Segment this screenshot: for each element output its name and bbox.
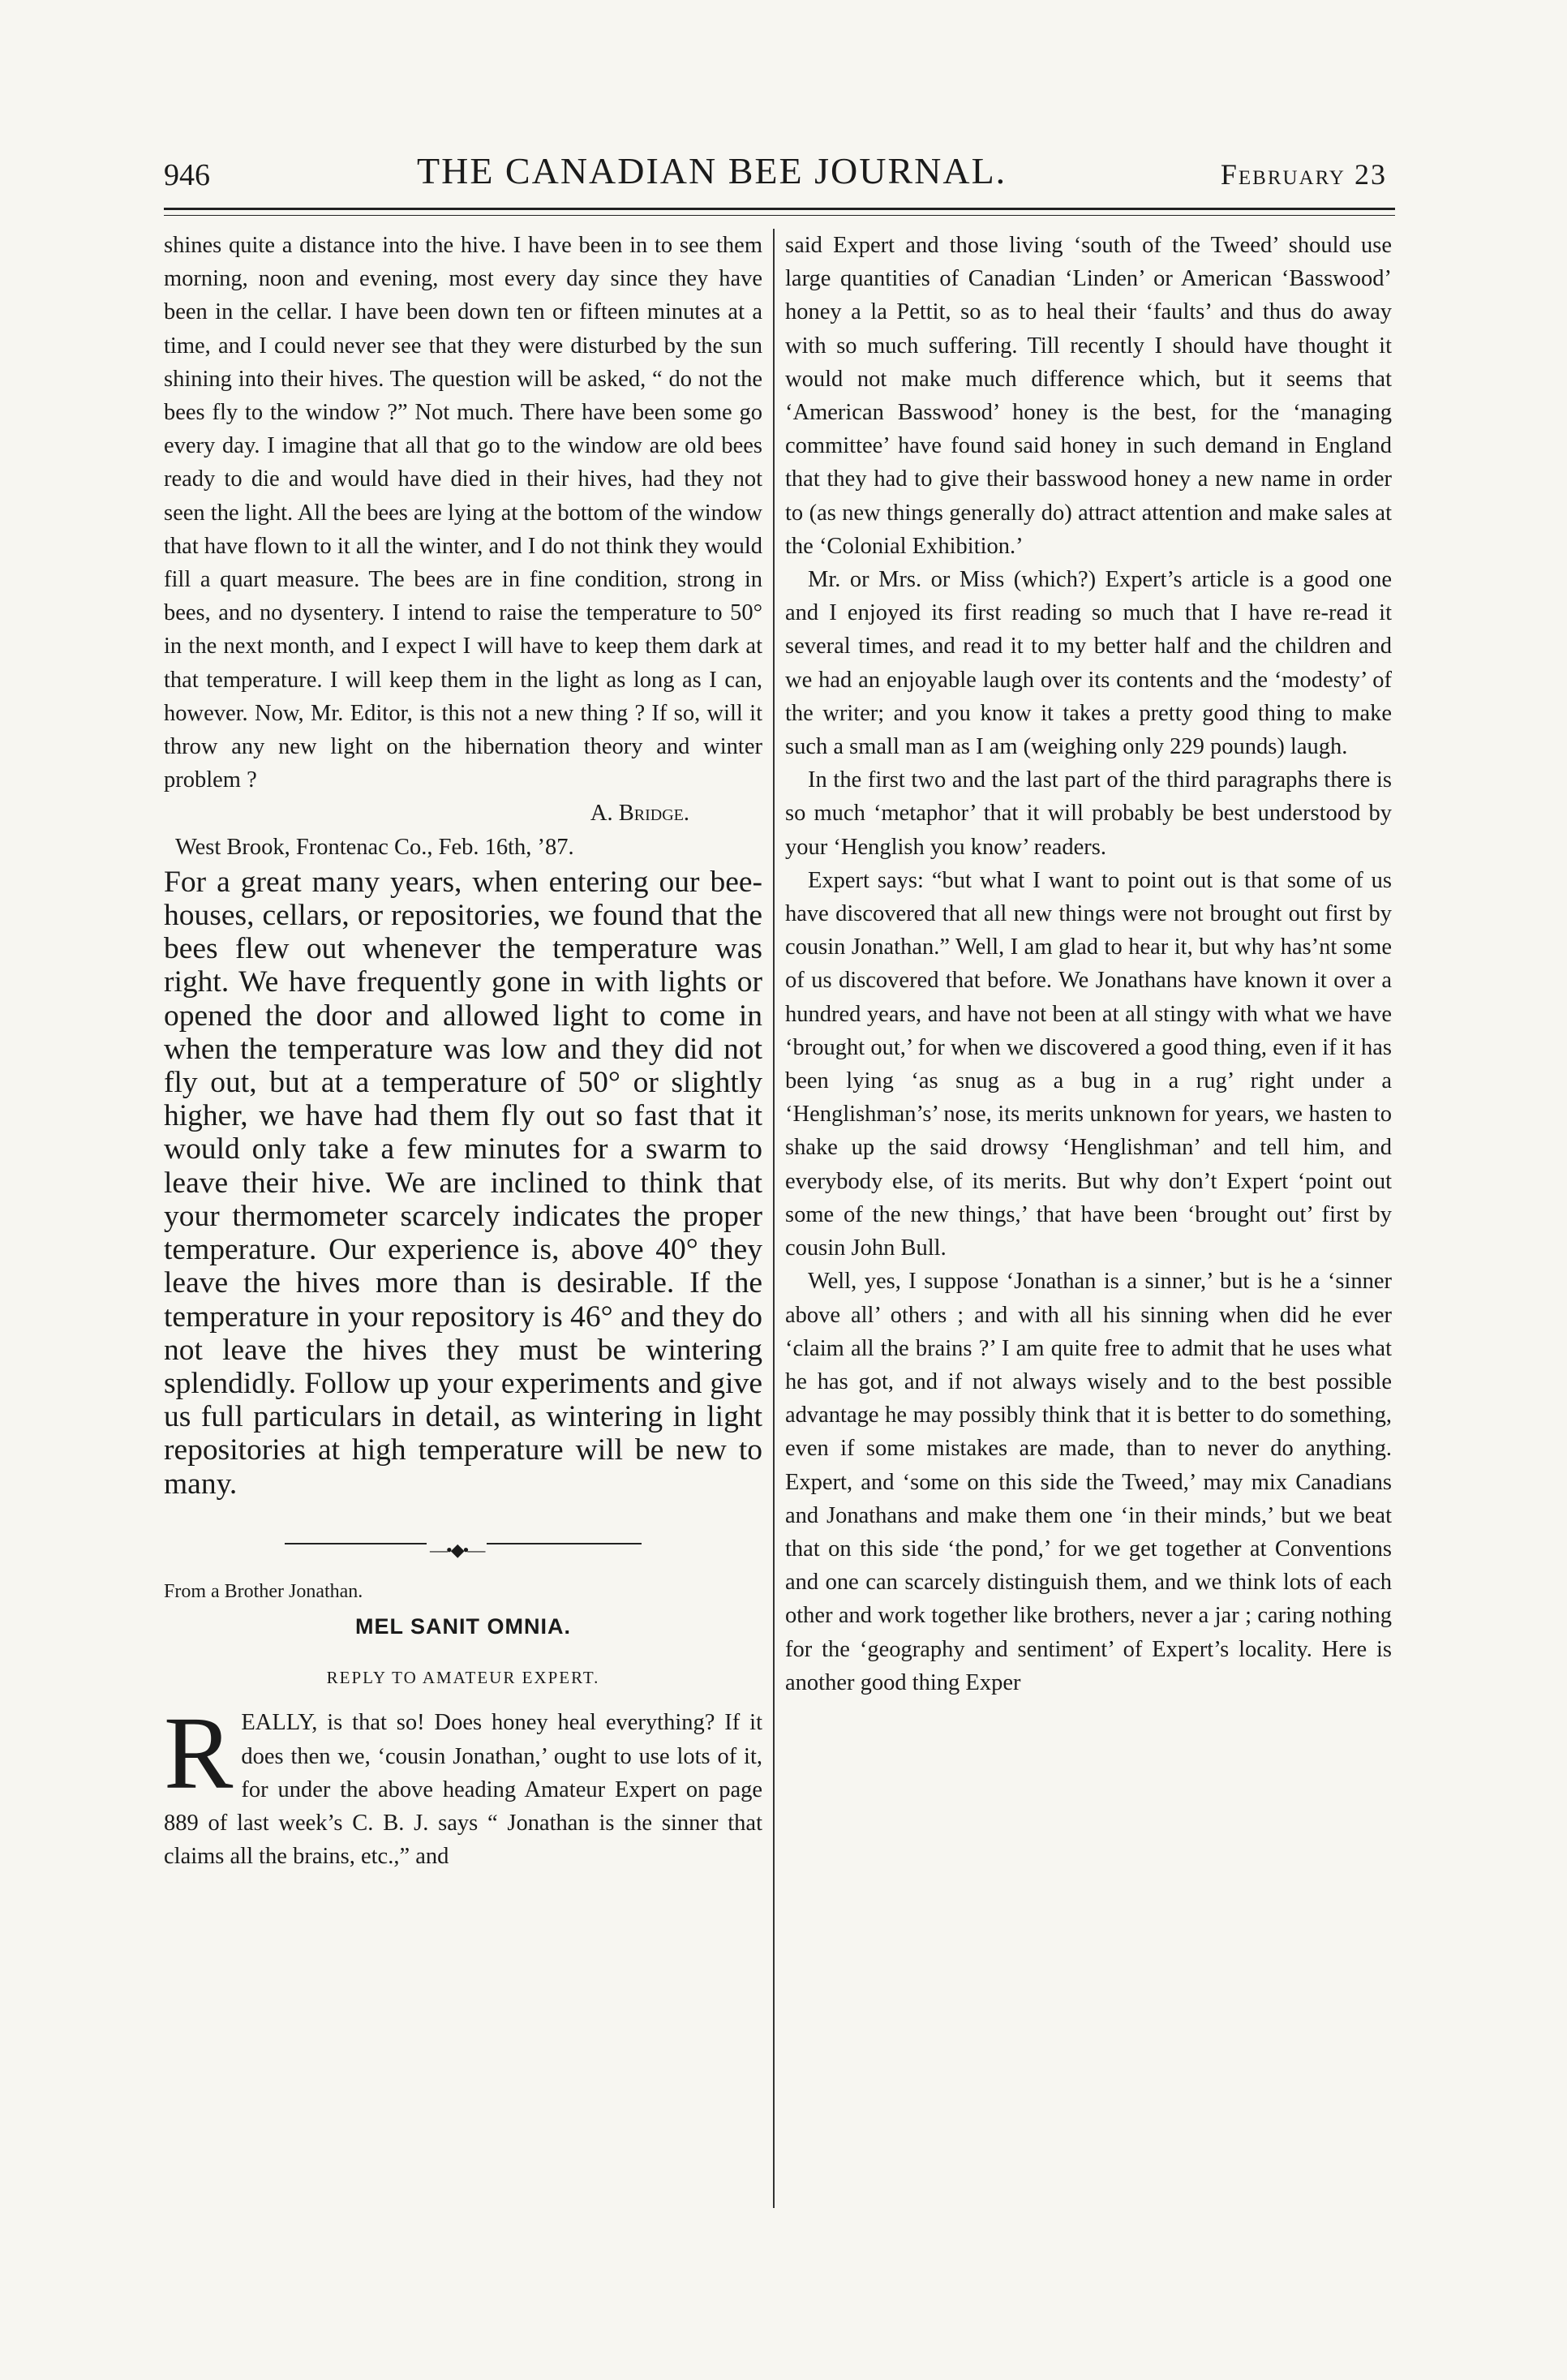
- letter-paragraph: shines quite a distance into the hive. I have been in to see them morning, noon and evening, most every day since they have been in the cellar. I have been down ten or fifteen minutes at a time, and I could never see that they were disturbed by the sun shining into their hives. The question will be asked, “ do not the bees fly to the window ?” Not much. There have been some go every day. I imagine that all that go to the window are old bees ready to die and would have died in their hives, had they not seen the light. All the bees are lying at the bottom of the window that have flown to it all the winter, and I do not think they would fill a quart measure. The bees are in fine condition, strong in bees, and no dysentery. I intend to raise the temperature to 50° in the next month, and I expect I will have to keep them dark at that temperature. I will keep them in the light as long as I can, however. Now, Mr. Editor, is this not a new thing ? If so, will it throw any new light on the hibernation theory and winter problem ?: [164, 233, 762, 793]
- article-title: MEL SANIT OMNIA.: [354, 1613, 571, 1639]
- right-paragraph-2: Mr. or Mrs. or Miss (which?) Expert’s article is a good one and I enjoyed its first reading so much that I have re-read it several times, and read it to my better half and the children and we had an enjoyable laugh over its contents and the ‘modesty’ of the writer; and you know it takes a pretty good thing to make such a small man as I am (weighing only 229 pounds) laugh.: [785, 567, 1392, 760]
- right-paragraph-1: said Expert and those living ‘south of the Tweed’ should use large quantities of Canadian ‘Linden’ or American ‘Basswood’ honey a la Pettit, so as to heal their ‘faults’ and thus do away with so much suffering. Till recently I should have thought it would not make much difference which, but it seems that ‘American Basswood’ honey is the best, for the ‘managing committee’ have found said honey in such demand in England that they had to give their basswood honey a new name in order to (as new things generally do) attract attention and make sales at the ‘Colonial Exhibition.’: [785, 233, 1392, 559]
- article-subtitle: REPLY TO AMATEUR EXPERT.: [326, 1668, 600, 1688]
- issue-date: February 23: [1220, 158, 1387, 191]
- section-ornament: [285, 1536, 642, 1560]
- right-paragraph-5: Well, yes, I suppose ‘Jonathan is a sinner,’ but is he a ‘sinner above all’ others ; and with all his sinning when did he ever ‘claim all the brains ?’ I am quite free to admit that he uses what he has got, and if not always wisely and to the best possible advantage he may possibly think that it is better to do something, even if some mistakes are made, than to never do anything. Expert, and ‘some on this side the Tweed,’ may mix Canadians and Jonathans and make them one ‘in their minds,’ but we beat that on this side ‘the pond,’ for we get together at Conventions and one can scarcely distinguish them, and we think lots of each other and work together like brothers, never a jar ; caring nothing for the ‘geography and sentiment’ of Expert’s locality. Here is another good thing Exper: [785, 1269, 1392, 1695]
- article-opening-paragraph: [164, 1695, 762, 1873]
- header-rule-thick: [164, 208, 1395, 210]
- header-rule-thin: [164, 215, 1395, 216]
- from-line: From a Brother Jonathan.: [164, 1580, 363, 1602]
- journal-title: THE CANADIAN BEE JOURNAL.: [417, 150, 1007, 191]
- letter-signature: A. Bridge.: [590, 801, 689, 827]
- ornament-glyph: —•◆•—: [427, 1533, 487, 1566]
- right-column: [785, 229, 1392, 1699]
- left-column: [164, 229, 762, 1873]
- editorial-reply: For a great many years, when entering our bee-houses, cellars, or repositories, we found that the bees flew out whenever the temperature was right. We have frequently gone in with lights or opened the door and allowed light to come in when the temperature was low and they did not fly out, but at a temperature of 50° or slightly higher, we have had them fly out so fast that it would only take a few minutes for a swarm to leave their hive. We are inclined to think that your thermometer scarcely indicates the proper temperature. Our experience is, above 40° they leave the hives more than is desirable. If the temperature in your repository is 46° and they do not leave the hives they must be wintering splendidly. Follow up your experiments and give us full particulars in detail, as wintering in light repositories at high temperature will be new to many.: [164, 865, 762, 1501]
- page-number: 946: [164, 158, 210, 192]
- article-opening-text: EALLY, is that so! Does honey heal everything? If it does then we, ‘cousin Jonathan,’ ought to use lots of it, for under the above heading Amateur Expert on page 889 of last week’s C. B. J. says “ Jonathan is the sinner that claims all the brains, etc.,” and: [164, 1710, 762, 1870]
- right-paragraph-4: Expert says: “but what I want to point out is that some of us have discovered that all new things were not brought out first by cousin Jonathan.” Well, I am glad to hear it, but why has’nt some of us discovered that before. We Jonathans have known it over a hundred years, and have not been at all stingy with what we have ‘brought out,’ for when we discovered a good thing, even if it has been lying ‘as snug as a bug in a rug’ right under a ‘Henglishman’s’ nose, its merits unknown for years, we hasten to shake up the said drowsy ‘Henglishman’ and tell him, and everybody else, of its merits. But why don’t Expert ‘point out some of the new things,’ that have been ‘brought out’ first by cousin John Bull.: [785, 867, 1392, 1261]
- letter-dateline: West Brook, Frontenac Co., Feb. 16th, ’87.: [175, 834, 574, 860]
- drop-cap: R: [164, 1695, 234, 1811]
- column-divider: [773, 229, 775, 2208]
- page-header: [164, 146, 1395, 203]
- right-paragraph-3: In the first two and the last part of the third paragraphs there is so much ‘metaphor’ that it will probably be best understood by your ‘Henglish you know’ readers.: [785, 767, 1392, 860]
